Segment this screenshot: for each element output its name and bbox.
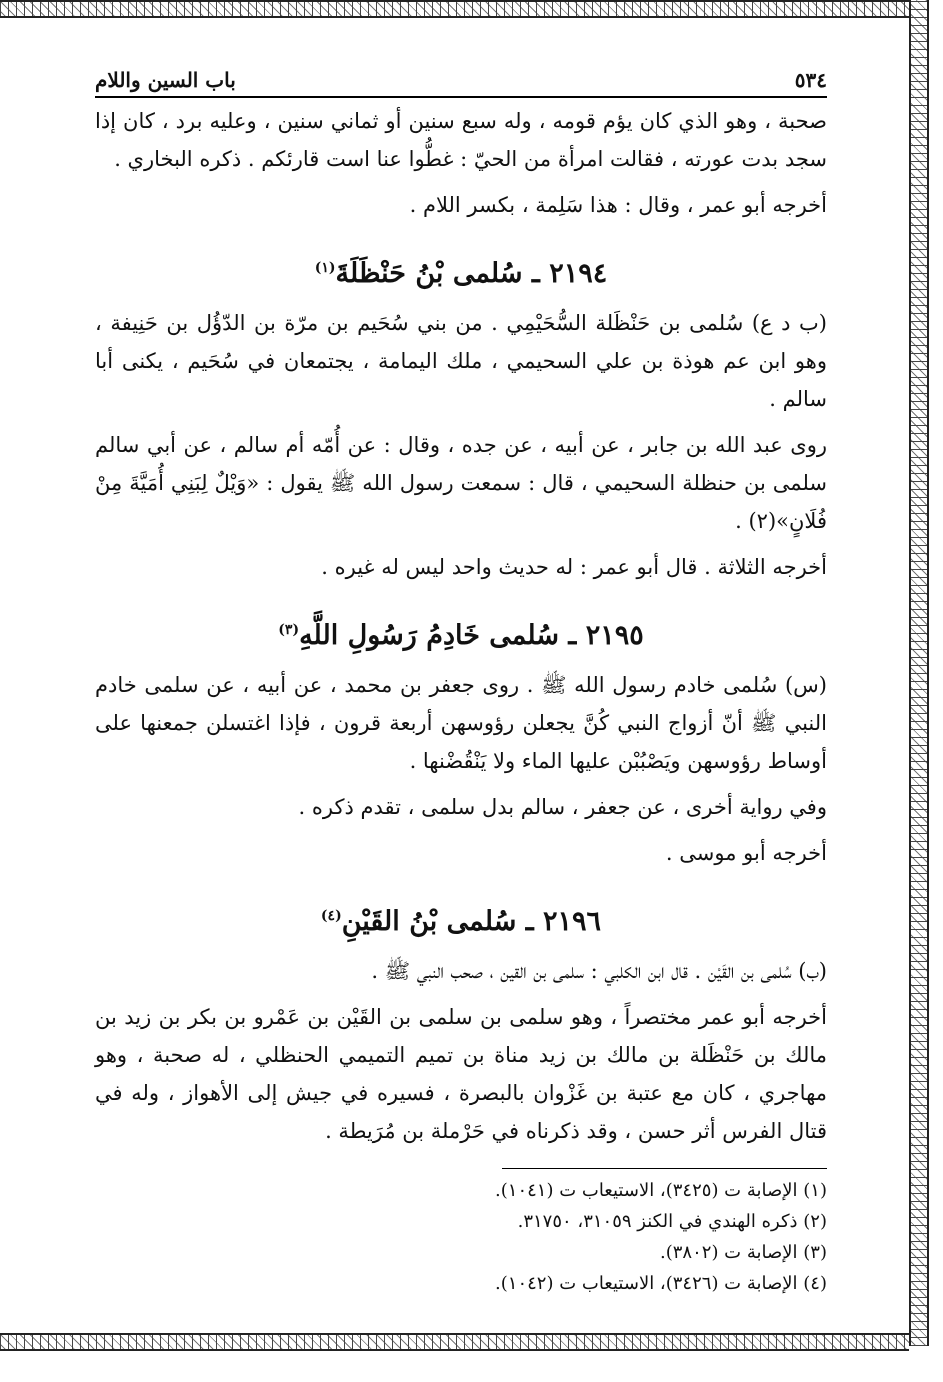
footnote: (٤) الإصابة ت (٣٤٢٦)، الاستيعاب ت (١٠٤٢). (495, 1273, 827, 1294)
decorative-border-bottom (0, 1333, 909, 1351)
entry-paragraph: (ب د ع) سُلمى بن حَنْظَلة السُّحَيْمِي . من بني سُحَيم بن مرّة بن الدّؤُل بن حَنِيفة ، وهو ابن عم هوذة بن علي السحيمي ، ملك اليمامة ، يجتمعان في سُحَيم ، يكنى أبا سالم . (95, 311, 827, 411)
page-header (95, 62, 827, 98)
footnote: (١) الإصابة ت (٣٤٢٥)، الاستيعاب ت (١٠٤١). (495, 1180, 827, 1201)
footnote: (٣) الإصابة ت (٣٨٠٢). (660, 1242, 827, 1263)
intro-paragraph: صحبة ، وهو الذي كان يؤم قومه ، وله سبع سنين أو ثماني سنين ، وعليه برد ، كان إذا سجد بدت عورته ، فقالت امرأة من الحيّ : غطُّوا عنا است قارئكم . ذكره البخاري . (95, 109, 827, 171)
entry-title (95, 610, 827, 656)
footnote-ref: (٣) (278, 622, 300, 638)
intro-paragraph: أخرجه أبو عمر ، وقال : هذا سَلِمة ، بكسر اللام . (409, 193, 827, 217)
entry-paragraph: وفي رواية أخرى ، عن جعفر ، سالم بدل سلمى ، تقدم ذكره . (298, 795, 827, 819)
footnotes (95, 1175, 827, 1299)
entry-title-text: ٢١٩٥ ـ سُلمى خَادِمُ رَسُولِ اللَّهِ (299, 620, 644, 651)
entry-title (95, 896, 827, 942)
footnote-ref: (١) (314, 260, 336, 276)
entry-paragraph: أخرجه أبو موسى . (665, 841, 827, 865)
footnote-ref: (٤) (320, 908, 342, 924)
chapter-title: باب السين واللام (95, 68, 236, 92)
footnote-divider (502, 1168, 827, 1169)
page-number: ٥٣٤ (794, 68, 827, 92)
entry-paragraph: أخرجه الثلاثة . قال أبو عمر : له حديث واحد ليس له غيره . (321, 555, 827, 579)
entry-title-text: ٢١٩٤ ـ سُلمى بْنُ حَنْظَلَةَ (335, 258, 608, 289)
entry-title (95, 248, 827, 294)
decorative-border-top (0, 0, 909, 18)
entry-paragraph: أخرجه أبو عمر مختصراً ، وهو سلمى بن سلمى بن القَيْن بن عَمْرو بن بكر بن زيد بن مالك بن حَنْظَلة بن مالك بن زيد مناة بن تميم التميمي الحنظلي ، له صحبة ، وهو مهاجري ، كان مع عتبة بن غَزْوان بالبصرة ، فسيره في جيش إلى الأهواز ، وله في قتال الفرس أثر حسن ، وقد ذكرناه في حَرْملة بن مُرَيطة . (95, 1005, 827, 1143)
decorative-border-right (909, 0, 929, 1346)
footnote: (٢) ذكره الهندي في الكنز ٣١٠٥٩، ٣١٧٥٠. (517, 1211, 827, 1232)
entry-title-text: ٢١٩٦ ـ سُلمى بْنُ القَيْنِ (341, 906, 602, 937)
entry-paragraph: (س) سُلمى خادم رسول الله ﷺ . روى جعفر بن محمد ، عن أبيه ، عن سلمى خادم النبي ﷺ أنّ أزواج النبي كُنَّ يجعلن رؤوسهن أربعة قرون ، فإذا اغتسلن جمعنها على أوساط رؤوسهن ويَصْبُبْن عليها الماء ولا يَنْقُضْنها . (95, 673, 827, 773)
entry-paragraph: (ب) سُلمى بن القَيْن . قال ابن الكلبي : سلمى بن القين ، صحب النبي ﷺ . (371, 959, 827, 983)
page-content (95, 62, 827, 1299)
entry-paragraph: روى عبد الله بن جابر ، عن أبيه ، عن جده ، وقال : عن أُمّه أم سالم ، عن أبي سالم سلمى بن حنظلة السحيمي ، قال : سمعت رسول الله ﷺ يقول : «وَيْلٌ لِبَنِي أُمَيَّةَ مِنْ فُلَانٍ»(٢) . (95, 433, 827, 533)
